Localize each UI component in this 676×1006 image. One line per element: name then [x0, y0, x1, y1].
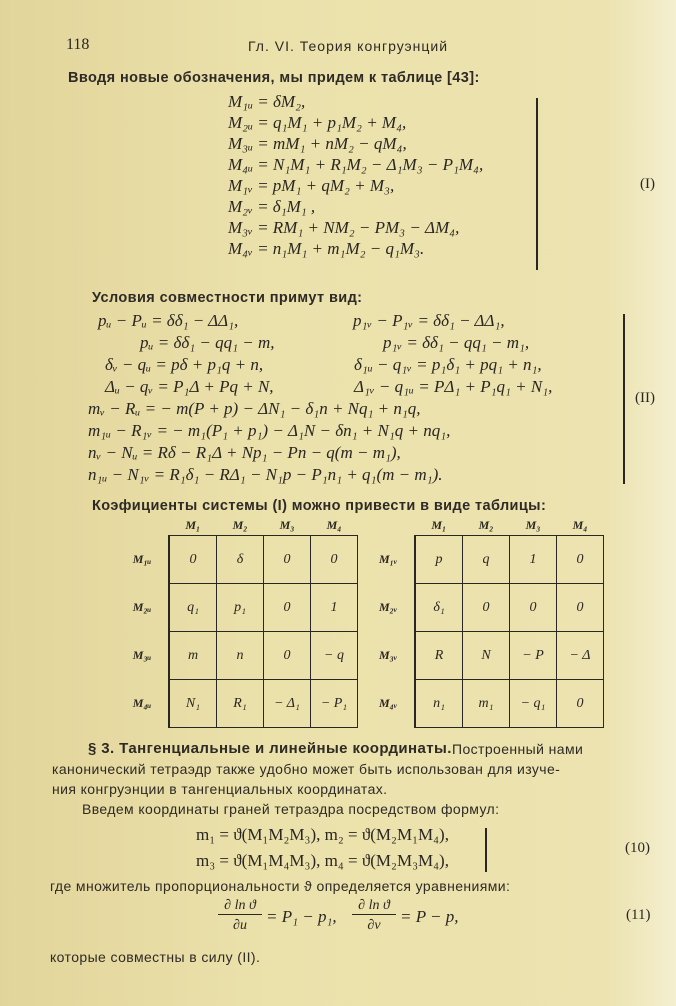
- column-header: M₁: [431, 517, 447, 532]
- table-cell: m: [169, 632, 217, 680]
- equation-label: (10): [625, 840, 650, 856]
- table-cell: 0: [264, 536, 311, 584]
- paragraph-line: Построенный нами: [452, 741, 584, 757]
- table-intro: Коэфициенты системы (I) можно привести в виде таблицы:: [92, 498, 547, 514]
- right-brace: [482, 828, 487, 872]
- paragraph-line: канонический тетраэдр также удобно может быть использован для изуче-: [52, 761, 561, 777]
- table-cell: N: [463, 632, 510, 680]
- equation-line: Δ₁ᵥ − q₁ᵤ = PΔ₁ + P₁q₁ + N₁,: [354, 377, 553, 396]
- table-cell: n: [217, 632, 264, 680]
- column-header: M₂: [232, 517, 248, 532]
- row-label: M₃ᵥ: [362, 632, 415, 680]
- table-cell: δ: [217, 536, 264, 584]
- table-cell: 0: [169, 536, 217, 584]
- table-row: [362, 536, 604, 584]
- table-cell: R₁: [217, 680, 264, 728]
- table-cell: δ₁: [415, 584, 463, 632]
- row-label: M₂ᵥ: [362, 584, 415, 632]
- equation-line: m₃ = ϑ(M₁M₄M₃), m₄ = ϑ(M₂M₃M₄),: [196, 851, 449, 870]
- row-label: M₃ᵤ: [116, 632, 169, 680]
- table-cell: p₁: [217, 584, 264, 632]
- equation-line: n₁ᵤ − N₁ᵥ = R₁δ₁ − RΔ₁ − N₁p − P₁n₁ + q₁(m − m₁).: [88, 465, 443, 484]
- equation-line: M₃ᵤ = mM₁ + nM₂ − qM₄,: [228, 134, 407, 153]
- column-header: M₁: [185, 517, 201, 532]
- equation-line: M₃ᵥ = RM₁ + NM₂ − PM₃ − ΔM₄,: [228, 218, 460, 237]
- equation-line: M₂ᵥ = δ₁M₁ ,: [228, 197, 316, 216]
- equation-line: p₁ᵥ − P₁ᵥ = δδ₁ − ΔΔ₁,: [353, 311, 505, 330]
- fraction-numerator: ∂ ln ϑ: [352, 898, 396, 915]
- equation-line: m₁ = ϑ(M₁M₂M₃), m₂ = ϑ(M₂M₁M₄),: [196, 825, 449, 844]
- equation-line: mᵥ − Rᵤ = − m(P + p) − ΔN₁ − δ₁n + Nq₁ + n₁q,: [88, 399, 421, 418]
- table-cell: m₁: [463, 680, 510, 728]
- table-row: [116, 680, 358, 728]
- table-row: [116, 584, 358, 632]
- column-header: M₃: [525, 517, 541, 532]
- equation-line: M₁ᵤ = δM₂,: [228, 92, 306, 111]
- equation-line: M₄ᵥ = n₁M₁ + m₁M₂ − q₁M₃.: [228, 239, 425, 258]
- table-cell: p: [415, 536, 463, 584]
- table-cell: − P: [510, 632, 557, 680]
- right-bracket: [536, 98, 538, 270]
- running-title: Гл. VI. Теория конгруэнций: [248, 38, 449, 54]
- table-row: [362, 584, 604, 632]
- row-label: M₄ᵥ: [362, 680, 415, 728]
- table-row: [116, 632, 358, 680]
- table-cell: − Δ: [557, 632, 604, 680]
- fraction-numerator: ∂ ln ϑ: [218, 898, 262, 915]
- table-cell: 1: [311, 584, 358, 632]
- table-cell: 1: [510, 536, 557, 584]
- table-cell: R: [415, 632, 463, 680]
- equation-rhs: = P − p,: [400, 907, 459, 926]
- table-cell: 0: [264, 584, 311, 632]
- equation-label: (I): [640, 176, 655, 192]
- equation-line: nᵥ − Nᵤ = Rδ − R₁Δ + Np₁ − Pn − q(m − m₁),: [88, 443, 401, 462]
- column-header: M₄: [572, 517, 588, 532]
- closing-text: которые совместны в силу (II).: [50, 949, 261, 965]
- table-header: [362, 515, 604, 536]
- table-cell: q₁: [169, 584, 217, 632]
- fraction-denominator: ∂u: [233, 918, 247, 933]
- table-cell: 0: [264, 632, 311, 680]
- table-cell: 0: [510, 584, 557, 632]
- table-cell: 0: [311, 536, 358, 584]
- table-cell: 0: [557, 536, 604, 584]
- table-cell: 0: [557, 680, 604, 728]
- table-cell: − Δ₁: [264, 680, 311, 728]
- table-cell: − P₁: [311, 680, 358, 728]
- equation-rhs: = P₁ − p₁,: [266, 907, 337, 926]
- row-label: M₂ᵤ: [116, 584, 169, 632]
- table-cell: − q₁: [510, 680, 557, 728]
- equation-line: δᵥ − qᵤ = pδ + p₁q + n,: [105, 355, 264, 374]
- row-label: M₁ᵥ: [362, 536, 415, 584]
- equation-line: M₂ᵤ = q₁M₁ + p₁M₂ + M₄,: [228, 113, 407, 132]
- equation-line: pᵤ − Pᵤ = δδ₁ − ΔΔ₁,: [98, 311, 239, 330]
- table-row: [362, 632, 604, 680]
- paragraph-line: ния конгруэнции в тангенциальных координатах.: [52, 781, 388, 797]
- equation-line: M₄ᵤ = N₁M₁ + R₁M₂ − Δ₁M₃ − P₁M₄,: [228, 155, 484, 174]
- equation-line: m₁ᵤ − R₁ᵥ = − m₁(P₁ + p₁) − Δ₁N − δn₁ + N₁q + nq₁,: [88, 421, 451, 440]
- column-header: M₃: [279, 517, 295, 532]
- equation-label: (II): [635, 390, 655, 406]
- column-header: M₂: [478, 517, 494, 532]
- equation-line: pᵤ = δδ₁ − qq₁ − m,: [140, 333, 275, 352]
- page-number: 118: [66, 36, 90, 53]
- table-row: [116, 536, 358, 584]
- table-cell: N₁: [169, 680, 217, 728]
- table-header: [116, 515, 358, 536]
- row-label: M₄ᵤ: [116, 680, 169, 728]
- section-heading: § 3. Тангенциальные и линейные координаты.: [88, 740, 452, 757]
- equation-line: Δᵤ − qᵥ = P₁Δ + Pq + N,: [105, 377, 274, 396]
- coefficients-table-u: [116, 515, 358, 728]
- table-cell: 0: [557, 584, 604, 632]
- where-text: где множитель пропорциональности ϑ определяется уравнениями:: [50, 878, 511, 894]
- table-cell: q: [463, 536, 510, 584]
- fraction-denominator: ∂v: [367, 918, 381, 933]
- table-cell: n₁: [415, 680, 463, 728]
- equation-line: M₁ᵥ = pM₁ + qM₂ + M₃,: [228, 176, 395, 195]
- conditions-intro: Условия совместности примут вид:: [92, 290, 363, 306]
- table-row: [362, 680, 604, 728]
- coefficients-table-v: [362, 515, 604, 728]
- equation-label: (11): [626, 907, 651, 923]
- intro-text: Вводя новые обозначения, мы придем к таблице [43]:: [68, 70, 480, 86]
- table-cell: 0: [463, 584, 510, 632]
- paragraph-line: Введем координаты граней тетраэдра посредством формул:: [82, 801, 500, 817]
- table-cell: − q: [311, 632, 358, 680]
- row-label: M₁ᵤ: [116, 536, 169, 584]
- column-header: M₄: [326, 517, 342, 532]
- right-brace: [623, 314, 625, 484]
- equation-line: p₁ᵥ = δδ₁ − qq₁ − m₁,: [383, 333, 530, 352]
- equation-line: δ₁ᵤ − q₁ᵥ = p₁δ₁ + pq₁ + n₁,: [354, 355, 542, 374]
